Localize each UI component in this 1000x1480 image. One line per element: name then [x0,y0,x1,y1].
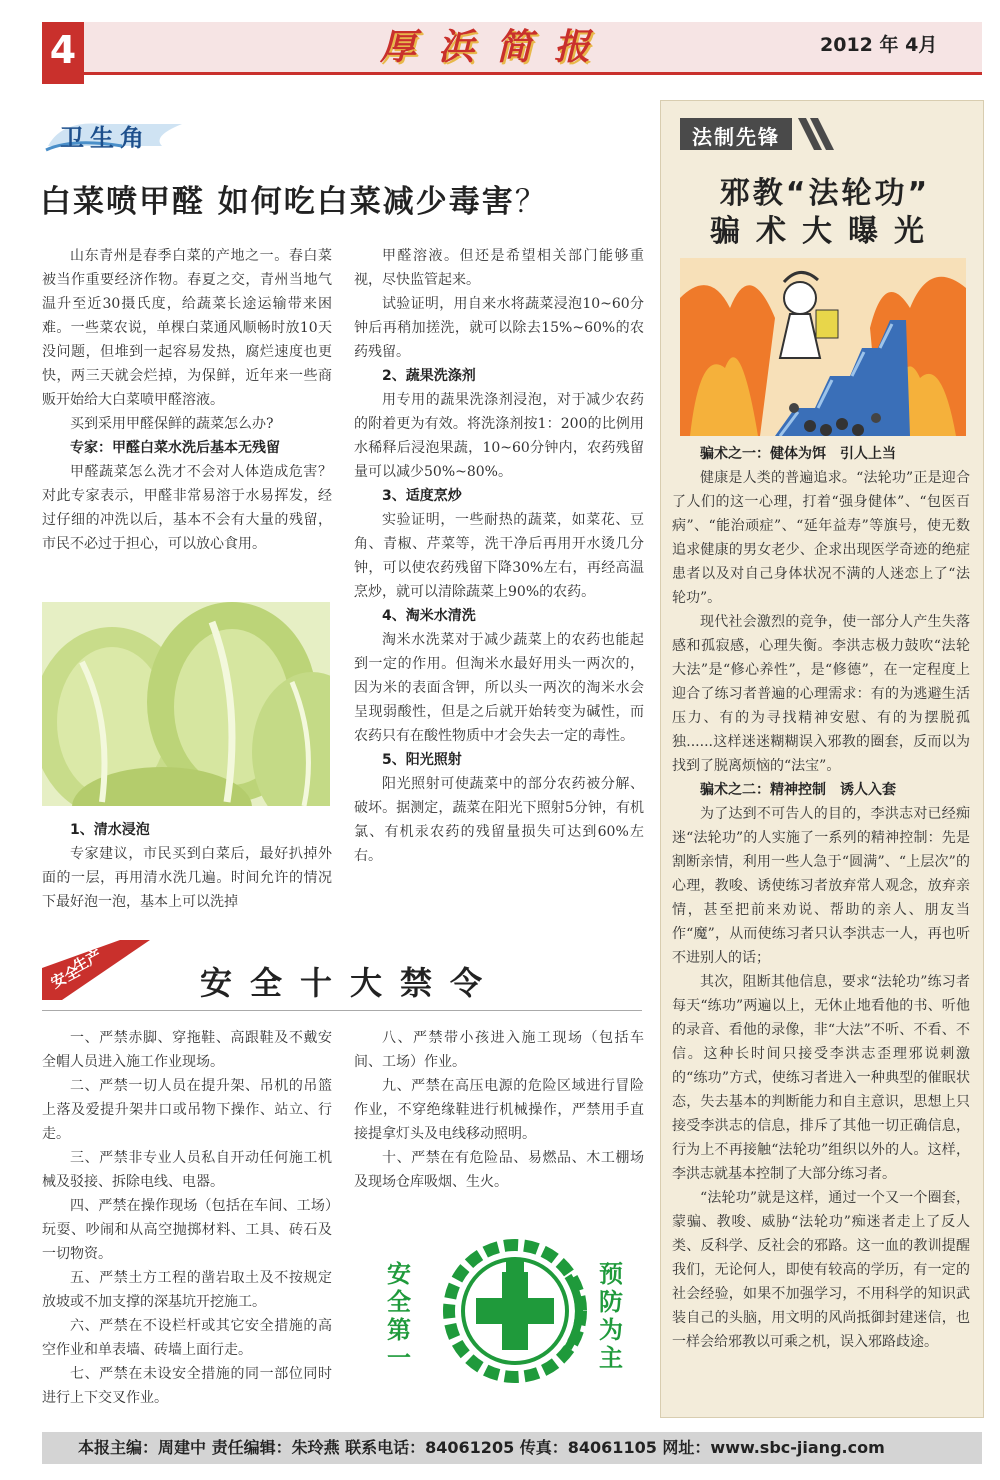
subheading-1: 1、清水浸泡 [70,822,150,838]
subheading-4: 4、淘米水清洗 [382,608,476,624]
slogan-char: 第 [387,1316,411,1344]
slogan-char: 防 [599,1288,623,1316]
paragraph: 健康是人类的普遍追求。“法轮功”正是迎合了人们的这一心理，打着“强身健体”、“包医百病”、“能治顽症”、“延年益寿”等旗号，使无数追求健康的男女老少、企求出现医学奇迹的绝症患者以及对自己身体状况不满的人迷恋上了“法轮功”。 [672,470,970,606]
slogan-left [384,1260,414,1372]
law-subheading-1: 骗术之一：健体为饵 引人上当 [700,446,896,462]
paragraph: 专家建议，市民买到白菜后，最好扒掉外面的一层，再用清水洗几遍。时间允许的情况下最好泡一泡，基本上可以洗掉 [42,846,332,910]
rule-item: 三、严禁非专业人员私自开动任何施工机械及驳接、拆除电线、电器。 [42,1150,332,1190]
page-number: 4 [42,22,84,84]
rule-item: 四、严禁在操作现场（包括在车间、工场）玩耍、吵闹和从高空抛掷材料、工具、砖石及一切物资。 [42,1198,332,1262]
health-column-1-continued [42,818,332,914]
slogan-right [596,1260,626,1372]
safety-badge-line1: 安全 [47,961,83,992]
rule-item: 一、严禁赤脚、穿拖鞋、高跟鞋及不戴安全帽人员进入施工作业现场。 [42,1030,332,1070]
slogan-char: 全 [387,1288,411,1316]
law-title-line1: 邪教“法轮功” [719,176,931,211]
health-column-2 [354,244,644,868]
law-section-badge [680,118,840,150]
masthead-title: 厚浜简报 [380,26,613,68]
paragraph: 现代社会激烈的竞争，使一部分人产生失落感和孤寂感，心理失衡。李洪志极力鼓吹“法轮大法”是“修心养性”，是“修德”，在一定程度上迎合了练习者普遍的心理需求：有的为逃避生活压力、有的为寻找精神安慰、有的为摆脱孤独......这样迷迷糊糊误入邪教的圈套，反而以为找到了脱离烦恼的“法宝”。 [672,614,970,774]
paragraph: 甲醛溶液。但还是希望相关部门能够重视，尽快监管起来。 [354,248,644,288]
paragraph: 用专用的蔬果洗涤剂浸泡，对于减少农药的附着更为有效。将洗涤剂按1：200的比例用水稀释后浸泡果蔬，10~60分钟内，农药残留量可以减少50%~80%。 [354,392,644,480]
law-article-body [672,442,970,1354]
health-section-badge [42,116,192,152]
subheading-5: 5、阳光照射 [382,752,462,768]
paragraph: “法轮功”就是这样，通过一个又一个圈套，蒙骗、教唆、威胁“法轮功”痴迷者走上了反人类、反科学、反社会的邪路。这一血的教训提醒我们，无论何人，即使有较高的学历，有一定的社会经验，如果不加强学习，不用科学的知识武装自己的头脑，用文明的风尚抵御封建迷信，也一样会给邪教以可乘之机，误入邪路歧途。 [672,1190,970,1350]
cabbage-photo [42,602,330,806]
health-column-1 [42,244,332,556]
slogan-char: 安 [387,1260,411,1288]
law-badge-label: 法制先锋 [692,125,780,149]
paragraph: 实验证明，一些耐热的蔬菜，如菜花、豆角、青椒、芹菜等，洗干净后再用开水烫几分钟，可以使农药残留下降30%左右，再经高温烹炒，就可以清除蔬菜上90%的农药。 [354,512,644,600]
health-title-mark: ？ [514,184,548,220]
rule-item: 二、严禁一切人员在提升架、吊机的吊篮上落及爱提升架井口或吊物下操作、站立、行走。 [42,1078,332,1142]
subheading-3: 3、适度烹炒 [382,488,462,504]
health-article-title [40,176,650,221]
safety-badge-line2: 生产 [69,945,105,976]
slogan-char: 为 [599,1316,623,1344]
safety-article-title: 安全十大禁令 [200,964,501,1002]
subheading-expert: 专家：甲醛白菜水洗后基本无残留 [70,440,280,456]
subheading-2: 2、蔬果洗涤剂 [382,368,476,384]
law-subheading-2: 骗术之二：精神控制 诱人入套 [700,782,896,798]
paragraph: 为了达到不可告人的目的，李洪志对已经痴迷“法轮功”的人实施了一系列的精神控制：先是割断亲情，利用一些人急于“圆满”、“上层次”的心理，教唆、诱使练习者放弃常人观念，放弃亲情，甚至把前来劝说、帮助的亲人、朋友当作“魔”，从而使练习者只认李洪志一人，再也听不进别人的话； [672,806,970,966]
issue-date: 2012 年 4月 [820,34,938,56]
rule-item: 五、严禁土方工程的凿岩取土及不按规定放坡或不加支撑的深基坑开挖施工。 [42,1270,332,1310]
rule-item: 七、严禁在未设安全措施的同一部位同时进行上下交叉作业。 [42,1366,332,1406]
safety-gear-cross-icon [440,1236,590,1386]
paragraph: 买到采用甲醛保鲜的蔬菜怎么办? [70,416,274,432]
safety-column-1 [42,1026,332,1410]
paragraph: 试验证明，用自来水将蔬菜浸泡10~60分钟后再稍加搓洗，就可以除去15%~60%的农药残留。 [354,296,644,360]
rule-item: 六、严禁在不设栏杆或其它安全措施的高空作业和单表墙、砖墙上面行走。 [42,1318,332,1358]
safety-section-badge [42,940,162,1000]
slogan-char: 一 [387,1344,411,1372]
rule-item: 八、严禁带小孩进入施工现场（包括车间、工场）作业。 [354,1030,644,1070]
health-badge-label: 卫生角 [60,124,150,152]
paragraph: 山东青州是春季白菜的产地之一。春白菜被当作重要经济作物。春夏之交，青州当地气温升至近30摄氏度，给蔬菜长途运输带来困难。一些菜农说，单棵白菜通风顺畅时放10天没问题，但堆到一起容易发热，腐烂速度也更快，两三天就会烂掉，为保鲜，近年来一些商贩开始给大白菜喷甲醛溶液。 [42,248,332,408]
paragraph: 其次，阻断其他信息，要求“法轮功”练习者每天“练功”两遍以上，无休止地看他的书、听他的录音、看他的录像，非“大法”不听、不看、不信。这种长时间只接受李洪志歪理邪说刺激的“练功”方式，使练习者进入一种典型的催眠状态，失去基本的判断能力和自主意识，思想上只接受李洪志的信息，排斥了其他一切正确信息，行为上不再接触“法轮功”组织以外的人。这样，李洪志就基本控制了大部分练习者。 [672,974,970,1182]
safety-logo [378,1236,648,1386]
cartoon-illustration [680,258,966,436]
footer-bar: 本报主编：周建中 责任编辑：朱玲燕 联系电话：84061205 传真：84061105 网址：www.sbc-jiang.com [42,1432,982,1464]
law-title-line2: 骗术大曝光 [710,214,940,249]
paragraph: 淘米水洗菜对于减少蔬菜上的农药也能起到一定的作用。但淘米水最好用头一两次的，因为米的表面含钾，所以头一两次的淘米水会呈现弱酸性，但是之后就开始转变为碱性，而农药只有在酸性物质中才会失去一定的毒性。 [354,632,644,744]
slogan-char: 预 [599,1260,623,1288]
safety-column-2 [354,1026,644,1194]
rule-item: 十、严禁在有危险品、易燃品、木工棚场及现场仓库吸烟、生火。 [354,1150,644,1190]
divider [42,1010,642,1011]
rule-item: 九、严禁在高压电源的危险区域进行冒险作业，不穿绝缘鞋进行机械操作，严禁用手直接提拿灯头及电线移动照明。 [354,1078,644,1142]
paragraph: 阳光照射可使蔬菜中的部分农药被分解、破坏。据测定，蔬菜在阳光下照射5分钟，有机氯、有机汞农药的残留量损失可达到60%左右。 [354,776,644,864]
slogan-char: 主 [599,1344,623,1372]
health-title-text: 白菜喷甲醛 如何吃白菜减少毒害 [40,184,515,220]
paragraph: 甲醛蔬菜怎么洗才不会对人体造成危害？对此专家表示，甲醛非常易溶于水易挥发，经过仔细的冲洗以后，基本不会有大量的残留，市民不必过于担心，可以放心食用。 [42,464,332,552]
